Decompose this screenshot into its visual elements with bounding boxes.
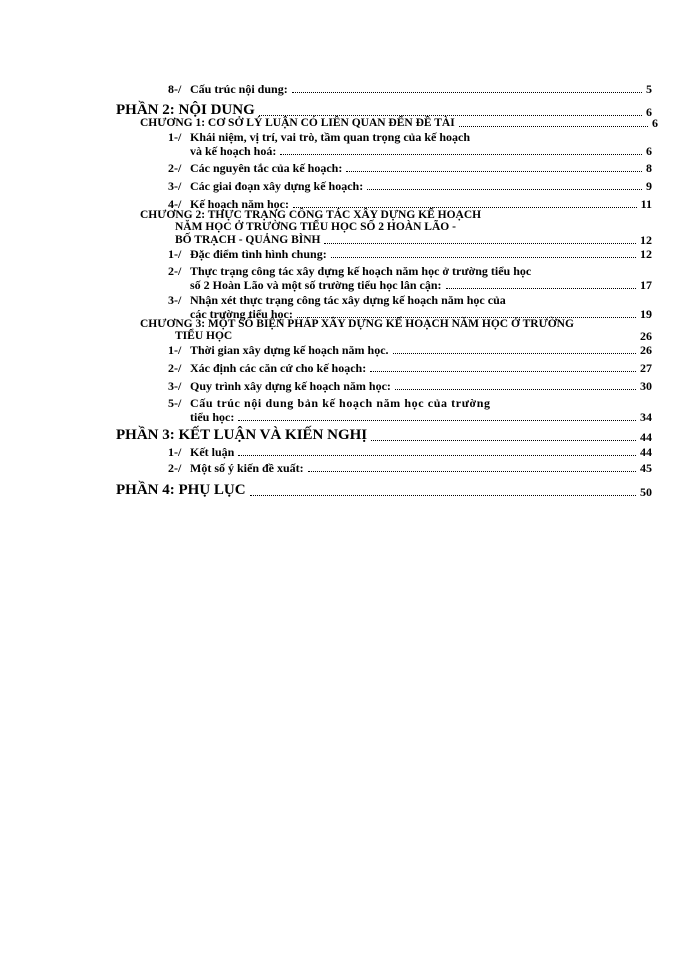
- entry-number: 3-/: [168, 179, 182, 193]
- entry-number: 3-/: [168, 379, 182, 393]
- entry-title: Thời gian xây dựng kế hoạch năm học.: [190, 343, 389, 357]
- toc-part-heading: [116, 483, 652, 498]
- entry-title-line1: Cấu trúc nội dung bản kế hoạch năm học của trường: [190, 396, 491, 410]
- chapter-title-line2: NĂM HỌC Ở TRƯỜNG TIỂU HỌC SỐ 2 HOÀN LÃO -: [175, 221, 456, 233]
- chapter-title-line2: TIỂU HỌC: [175, 329, 233, 342]
- entry-number: 2-/: [168, 361, 182, 375]
- toc-entry: [168, 446, 652, 458]
- page-number: 6: [646, 105, 652, 119]
- page-number: 45: [640, 461, 652, 475]
- toc-entry: [168, 462, 652, 474]
- entry-number: 1-/: [168, 343, 182, 357]
- toc-entry-line: [168, 265, 531, 277]
- page-number: 30: [640, 379, 652, 393]
- entry-number: 3-/: [168, 293, 182, 307]
- dot-leader: [371, 440, 636, 441]
- entry-title-line2: số 2 Hoàn Lão và một số trường tiểu học lân cận:: [190, 278, 442, 292]
- dot-leader: [395, 389, 636, 390]
- toc-entry-line: [168, 131, 470, 143]
- chapter-title-line1: CHƯƠNG 3: MỘT SỐ BIỆN PHÁP XÂY DỰNG KẾ HOẠCH NĂM HỌC Ở TRƯỜNG: [140, 318, 574, 330]
- page-number: 50: [640, 485, 652, 499]
- dot-leader: [238, 455, 636, 456]
- toc-entry: [168, 180, 652, 192]
- dot-leader: [250, 495, 636, 496]
- toc-entry: [190, 145, 652, 157]
- toc-entry: [168, 248, 652, 260]
- part-title: PHẦN 3: KẾT LUẬN VÀ KIẾN NGHỊ: [116, 427, 368, 443]
- page-number: 27: [640, 361, 652, 375]
- entry-title-line2: và kế hoạch hoá:: [190, 144, 277, 158]
- entry-number: 4-/: [168, 197, 182, 211]
- toc-entry-line: [168, 397, 491, 409]
- dot-leader: [331, 257, 636, 258]
- part-title: PHẦN 4: PHỤ LỤC: [116, 482, 246, 498]
- page-number: 44: [640, 430, 652, 444]
- page-number: 9: [646, 179, 652, 193]
- entry-number: 2-/: [168, 264, 182, 278]
- page-number: 26: [640, 329, 652, 343]
- dot-leader: [446, 288, 636, 289]
- entry-number: 1-/: [168, 130, 182, 144]
- toc-entry-line: [168, 294, 506, 306]
- entry-number: 1-/: [168, 445, 182, 459]
- entry-title: Kết luận: [190, 445, 235, 459]
- entry-number: 8-/: [168, 82, 182, 96]
- toc-part-heading: [116, 428, 652, 443]
- page-number: 26: [640, 343, 652, 357]
- page-number: 17: [640, 278, 652, 292]
- entry-title-line2: tiểu học:: [190, 410, 235, 424]
- toc-entry: [168, 162, 652, 174]
- entry-title-line2: các trường tiểu học:: [190, 307, 293, 321]
- entry-number: 2-/: [168, 461, 182, 475]
- toc-entry: [190, 279, 652, 291]
- entry-title: Quy trình xây dựng kế hoạch năm học:: [190, 379, 391, 393]
- entry-title: Xác định các căn cứ cho kế hoạch:: [190, 361, 367, 375]
- dot-leader: [280, 154, 642, 155]
- toc-entry: [168, 362, 652, 374]
- dot-leader: [238, 420, 636, 421]
- dot-leader: [324, 243, 636, 244]
- page-number: 44: [640, 445, 652, 459]
- entry-title: Các nguyên tắc của kế hoạch:: [190, 161, 343, 175]
- dot-leader: [346, 171, 642, 172]
- dot-leader: [393, 353, 636, 354]
- page-number: 12: [640, 247, 652, 261]
- entry-number: 2-/: [168, 161, 182, 175]
- entry-title: Kế hoạch năm học:: [190, 197, 289, 211]
- dot-leader: [259, 115, 642, 116]
- toc-chapter-heading: [175, 234, 652, 246]
- page-number: 11: [640, 197, 652, 211]
- dot-leader: [459, 126, 648, 127]
- entry-title-line1: Khái niệm, vị trí, vai trò, tầm quan trọng của kế hoạch: [190, 130, 471, 144]
- toc-chapter-heading: [140, 117, 658, 129]
- toc-chapter-heading: [175, 330, 652, 342]
- page-number: 6: [646, 144, 652, 158]
- toc-entry: [168, 83, 652, 95]
- page-number: 19: [640, 307, 652, 321]
- entry-title: Các giai đoạn xây dựng kế hoạch:: [190, 179, 364, 193]
- dot-leader: [236, 339, 636, 340]
- chapter-title-line3: BỐ TRẠCH - QUẢNG BÌNH: [175, 233, 321, 246]
- dot-leader: [308, 471, 636, 472]
- entry-number: 5-/: [168, 396, 182, 410]
- chapter-title-line1: CHƯƠNG 2: THỰC TRẠNG CÔNG TÁC XÂY DỰNG KẾ HOẠCH: [140, 209, 482, 221]
- page-number: 8: [646, 161, 652, 175]
- page-number: 12: [640, 233, 652, 247]
- toc-part-heading: [116, 103, 652, 118]
- page-number: 6: [652, 116, 658, 130]
- toc-entry: [168, 344, 652, 356]
- dot-leader: [367, 189, 642, 190]
- entry-title: Một số ý kiến đề xuất:: [190, 461, 304, 475]
- entry-title-line1: Nhận xét thực trạng công tác xây dựng kế hoạch năm học của: [190, 293, 506, 307]
- toc-entry: [168, 380, 652, 392]
- entry-title-line1: Thực trạng công tác xây dựng kế hoạch năm học ở trường tiểu học: [190, 264, 532, 278]
- part-title: PHẦN 2: NỘI DUNG: [116, 102, 255, 118]
- toc-entry: [190, 411, 652, 423]
- entry-title: Đặc điểm tình hình chung:: [190, 247, 327, 261]
- page-number: 5: [646, 82, 652, 96]
- dot-leader: [292, 92, 642, 93]
- entry-number: 1-/: [168, 247, 182, 261]
- page-number: 34: [640, 410, 652, 424]
- dot-leader: [293, 207, 637, 208]
- chapter-title: CHƯƠNG 1: CƠ SỞ LÝ LUẬN CÓ LIÊN QUAN ĐẾN ĐỀ TÀI: [140, 116, 455, 129]
- entry-title: Cấu trúc nội dung:: [190, 82, 288, 96]
- dot-leader: [370, 371, 636, 372]
